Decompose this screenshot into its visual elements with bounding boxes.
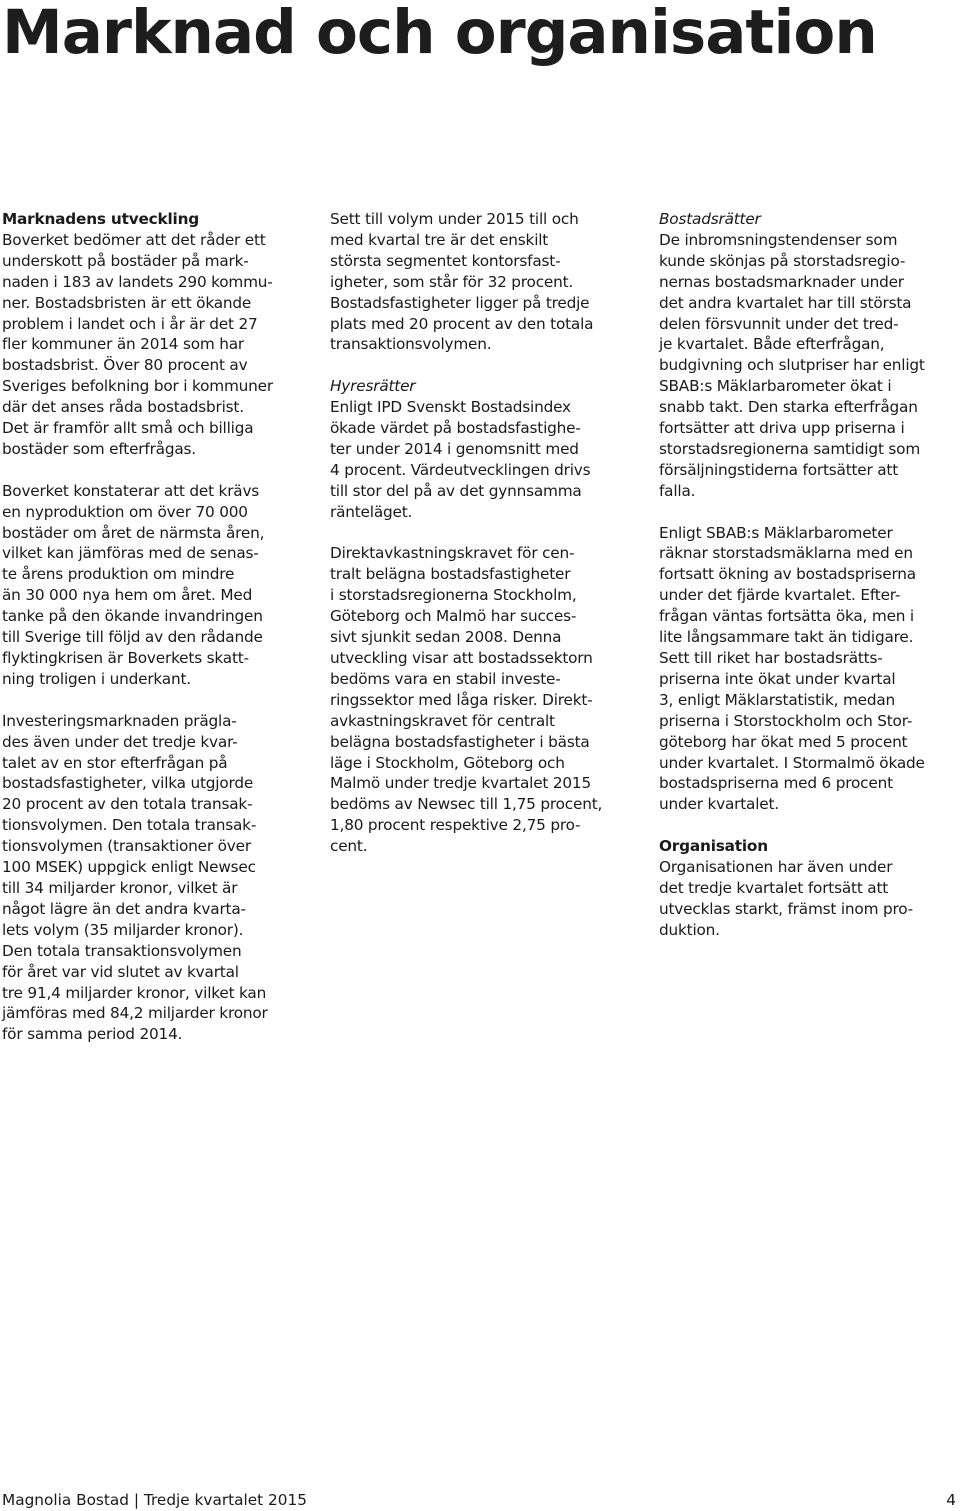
text-line: priserna inte ökat under kvartal: [659, 669, 896, 688]
text-line: under kvartalet.: [659, 795, 779, 814]
text-line: ner. Bostadsbristen är ett ökande: [2, 293, 252, 312]
text-line: läge i Stockholm, Göteborg och: [330, 753, 565, 772]
text-line: Sett till volym under 2015 till och: [330, 210, 579, 228]
text-line: räknar storstadsmäklarna med en: [659, 544, 913, 563]
paragraph-gap: [330, 523, 635, 544]
text-line: ning troligen i underkant.: [2, 669, 191, 688]
text-line: ringssektor med låga risker. Direkt-: [330, 690, 593, 709]
text-line: 20 procent av den totala transak-: [2, 795, 253, 814]
text-line: vilket kan jämföras med de senas-: [2, 544, 259, 563]
text-line: flyktingkrisen är Boverkets skatt-: [2, 649, 249, 668]
text-line: bostadspriserna med 6 procent: [659, 774, 893, 793]
text-line: delen försvunnit under det tred-: [659, 314, 899, 333]
text-line: där det anses råda bostadsbrist.: [2, 398, 244, 417]
paragraph-gap: [659, 502, 960, 523]
text-line: Organisationen har även under: [659, 858, 893, 877]
text-line: det tredje kvartalet fortsätt att: [659, 878, 889, 897]
text-line: igheter, som står för 32 procent.: [330, 272, 574, 291]
text-line: tionsvolymen (transaktioner över: [2, 837, 251, 856]
text-line: tre 91,4 miljarder kronor, vilket kan: [2, 983, 267, 1002]
text-line: priserna i Storstockholm och Stor-: [659, 711, 913, 730]
text-line: tralt belägna bostadsfastigheter: [330, 565, 571, 584]
text-line: te årens produktion om mindre: [2, 565, 235, 584]
text-line: till 34 miljarder kronor, vilket är: [2, 878, 238, 897]
text-line: lite långsammare takt än tidigare.: [659, 628, 914, 647]
text-line: problem i landet och i år är det 27: [2, 314, 258, 333]
text-line: falla.: [659, 481, 696, 500]
section-heading: Organisation: [659, 837, 768, 856]
text-line: något lägre än det andra kvarta-: [2, 899, 246, 918]
text-line: cent.: [330, 837, 368, 856]
text-line: Direktavkastningskravet för cen-: [330, 544, 575, 563]
text-line: Bostadsfastigheter ligger på tredje: [330, 293, 590, 312]
subsection-heading: Hyresrätter: [330, 377, 416, 396]
text-line: utveckling visar att bostadssektorn: [330, 649, 593, 667]
text-line: Boverket konstaterar att det krävs: [2, 481, 260, 500]
text-line: naden i 183 av landets 290 kommu-: [2, 272, 273, 291]
text-line: duktion.: [659, 920, 720, 939]
text-line: 4 procent. Värdeutvecklingen drivs: [330, 460, 591, 479]
text-line: lets volym (35 miljarder kronor).: [2, 920, 244, 939]
text-line: avkastningskravet för centralt: [330, 711, 555, 730]
text-line: kunde skönjas på storstadsregio-: [659, 251, 906, 270]
text-line: det andra kvartalet har till största: [659, 293, 912, 312]
section-heading: Marknadens utveckling: [2, 210, 200, 228]
text-column-2: [330, 209, 635, 857]
text-line: storstadsregionerna samtidigt som: [659, 439, 921, 458]
text-line: ökade värdet på bostadsfastighe-: [330, 419, 581, 438]
text-line: Investeringsmarknaden prägla-: [2, 711, 237, 730]
text-line: ter under 2014 i genomsnitt med: [330, 439, 579, 458]
text-line: je kvartalet. Både efterfrågan,: [659, 335, 885, 354]
text-line: Sett till riket har bostadsrätts-: [659, 649, 883, 668]
page-title: Marknad och organisation: [2, 0, 877, 68]
text-line: en nyproduktion om över 70 000: [2, 502, 248, 521]
text-line: transaktionsvolymen.: [330, 335, 492, 354]
text-line: Göteborg och Malmö har succes-: [330, 607, 577, 626]
text-line: under det fjärde kvartalet. Efter-: [659, 586, 901, 605]
text-line: än 30 000 nya hem om året. Med: [2, 586, 253, 605]
text-line: fler kommuner än 2014 som har: [2, 335, 244, 354]
text-line: Boverket bedömer att det råder ett: [2, 230, 266, 249]
text-line: bedöms av Newsec till 1,75 procent,: [330, 795, 603, 814]
text-line: största segmentet kontorsfast-: [330, 251, 561, 270]
text-line: under kvartalet. I Stormalmö ökade: [659, 753, 925, 772]
footer-publication: Magnolia Bostad | Tredje kvartalet 2015: [2, 1491, 307, 1509]
text-line: i storstadsregionerna Stockholm,: [330, 586, 577, 605]
text-line: jämföras med 84,2 miljarder kronor: [2, 1004, 268, 1023]
text-column-3: [659, 209, 960, 941]
text-line: 1,80 procent respektive 2,75 pro-: [330, 816, 581, 835]
paragraph-gap: [2, 690, 307, 711]
paragraph-gap: [659, 815, 960, 836]
text-line: frågan väntas fortsätta öka, men i: [659, 607, 914, 626]
text-line: till stor del på av det gynnsamma: [330, 481, 582, 500]
text-line: 100 MSEK) uppgick enligt Newsec: [2, 858, 256, 877]
text-line: nernas bostadsmarknader under: [659, 272, 904, 291]
text-line: Sveriges befolkning bor i kommuner: [2, 377, 273, 396]
text-line: Den totala transaktionsvolymen: [2, 941, 242, 960]
text-line: underskott på bostäder på mark-: [2, 251, 249, 270]
text-line: göteborg har ökat med 5 procent: [659, 732, 908, 751]
text-line: 3, enligt Mäklarstatistik, medan: [659, 690, 896, 709]
text-line: tanke på den ökande invandringen: [2, 607, 263, 626]
text-line: Enligt IPD Svenskt Bostadsindex: [330, 398, 571, 417]
text-line: Malmö under tredje kvartalet 2015: [330, 774, 591, 793]
text-line: ränteläget.: [330, 502, 413, 521]
text-line: fortsätter att driva upp priserna i: [659, 419, 905, 438]
text-line: talet av en stor efterfrågan på: [2, 753, 228, 772]
text-line: försäljningstiderna fortsätter att: [659, 460, 899, 479]
text-line: SBAB:s Mäklarbarometer ökat i: [659, 377, 892, 396]
text-line: till Sverige till följd av den rådande: [2, 628, 263, 647]
text-line: utvecklas starkt, främst inom pro-: [659, 899, 913, 918]
text-line: bedöms vara en stabil investe-: [330, 669, 561, 688]
text-line: med kvartal tre är det enskilt: [330, 230, 549, 249]
text-line: bostäder som efterfrågas.: [2, 439, 196, 458]
paragraph-gap: [2, 460, 307, 481]
text-line: belägna bostadsfastigheter i bästa: [330, 732, 590, 751]
text-line: för samma period 2014.: [2, 1025, 183, 1044]
text-line: tionsvolymen. Den totala transak-: [2, 816, 257, 835]
text-line: Enligt SBAB:s Mäklarbarometer: [659, 523, 893, 542]
text-line: sivt sjunkit sedan 2008. Denna: [330, 628, 562, 647]
text-line: Det är framför allt små och billiga: [2, 419, 254, 438]
text-line: plats med 20 procent av den totala: [330, 314, 594, 333]
text-line: bostäder om året de närmsta åren,: [2, 523, 265, 542]
text-line: för året var vid slutet av kvartal: [2, 962, 239, 981]
paragraph-gap: [330, 355, 635, 376]
text-line: De inbromsningstendenser som: [659, 230, 898, 249]
text-line: budgivning och slutpriser har enligt: [659, 356, 925, 375]
text-line: snabb takt. Den starka efterfrågan: [659, 398, 918, 417]
text-line: des även under det tredje kvar-: [2, 732, 238, 751]
text-line: bostadsfastigheter, vilka utgjorde: [2, 774, 254, 793]
subsection-heading: Bostadsrätter: [659, 210, 761, 228]
text-column-1: [2, 209, 307, 1045]
text-line: bostadsbrist. Över 80 procent av: [2, 356, 248, 375]
text-line: fortsatt ökning av bostadspriserna: [659, 565, 916, 584]
page-number: 4: [946, 1491, 956, 1509]
